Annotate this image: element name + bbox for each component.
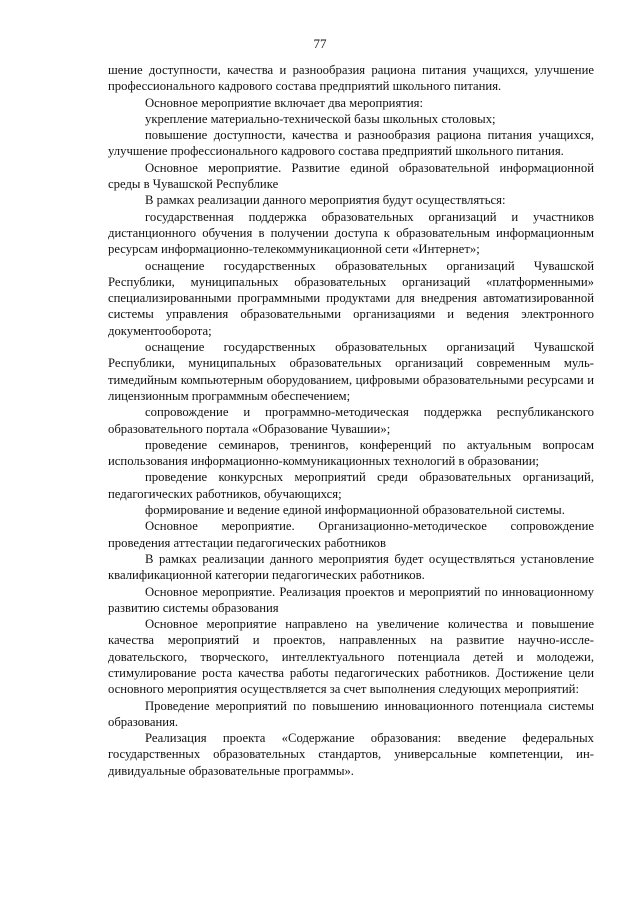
paragraph: оснащение государственных образовательных организаций Чувашской Республики, муниципальных образовательных организаций современным мультимедийным компьютерным оборудованием, цифровыми образовательными ресурсами и лицензионным программным обеспечением;	[108, 340, 594, 403]
paragraph: укрепление материально-технической базы школьных столовых;	[145, 111, 496, 126]
section-heading-paragraph: Основное мероприятие. Реализация проектов и мероприятий по инновационному развитию системы образования	[108, 584, 594, 615]
paragraph: В рамках реализации данного мероприятия будет осуществляться установление квалификационной категории педагогических работников.	[108, 551, 594, 583]
paragraph: Проведение мероприятий по повышению инновационного потенциала системы образования.	[108, 698, 594, 729]
paragraph: Основное мероприятие включает два мероприятия:	[145, 95, 423, 110]
paragraph: Реализация проекта «Содержание образования: введение федеральных государственных образовательных стандартов, универсальные компетенции, индивидуальные образовательные программы».	[108, 731, 594, 778]
paragraph: государственная поддержка образовательных организаций и участников дистанционного обучения в получении доступа к образовательным информационным ресурсам информационно-телекоммуникационной сети «Интернет»;	[108, 209, 594, 257]
paragraph: формирование и ведение единой информационной образовательной системы.	[145, 503, 565, 518]
paragraph: В рамках реализации данного мероприятия будут осуществляться:	[145, 193, 506, 208]
page-number: 77	[313, 36, 327, 51]
paragraph: проведение семинаров, тренингов, конференций по актуальным вопросам использования информационно-коммуникационных технологий в образовании;	[108, 437, 594, 469]
paragraph-continuation: шение доступности, качества и разнообразия рациона питания учащихся, улучшение профессионального кадрового состава предприятий школьного питания.	[108, 63, 594, 94]
section-heading-paragraph: Основное мероприятие. Развитие единой образовательной информационной среды в Чувашской Республике	[108, 160, 594, 192]
body-text	[108, 62, 594, 779]
paragraph: проведение конкурсных мероприятий среди образовательных организаций, педагогических работников, обучающихся;	[108, 470, 594, 501]
paragraph: сопровождение и программно-методическая поддержка республиканского образовательного портала «Образование Чувашии»;	[108, 405, 594, 436]
paragraph: Основное мероприятие направлено на увеличение количества и повышение качества мероприятий и проектов, направленных на развитие научно-исследовательского, творческого, интеллектуального потенциала детей и молодежи, стимулирование роста качества работы педагогических работников. Достижение цели основного мероприятия осуществляется за счет выполнения следующих мероприятий:	[108, 617, 594, 697]
section-heading-paragraph: Основное мероприятие. Организационно-методическое сопровождение проведения аттестации педагогических работников	[108, 519, 594, 550]
paragraph: оснащение государственных образовательных организаций Чувашской Республики, муниципальных образовательных организаций «платформенными» специализированными программными продуктами для внедрения автоматизированной системы управления образовательными организациями и ведения электронного документооборота;	[108, 258, 594, 338]
paragraph: повышение доступности, качества и разнообразия рациона питания учащихся, улучшение профессионального кадрового состава предприятий школьного питания.	[108, 128, 594, 159]
